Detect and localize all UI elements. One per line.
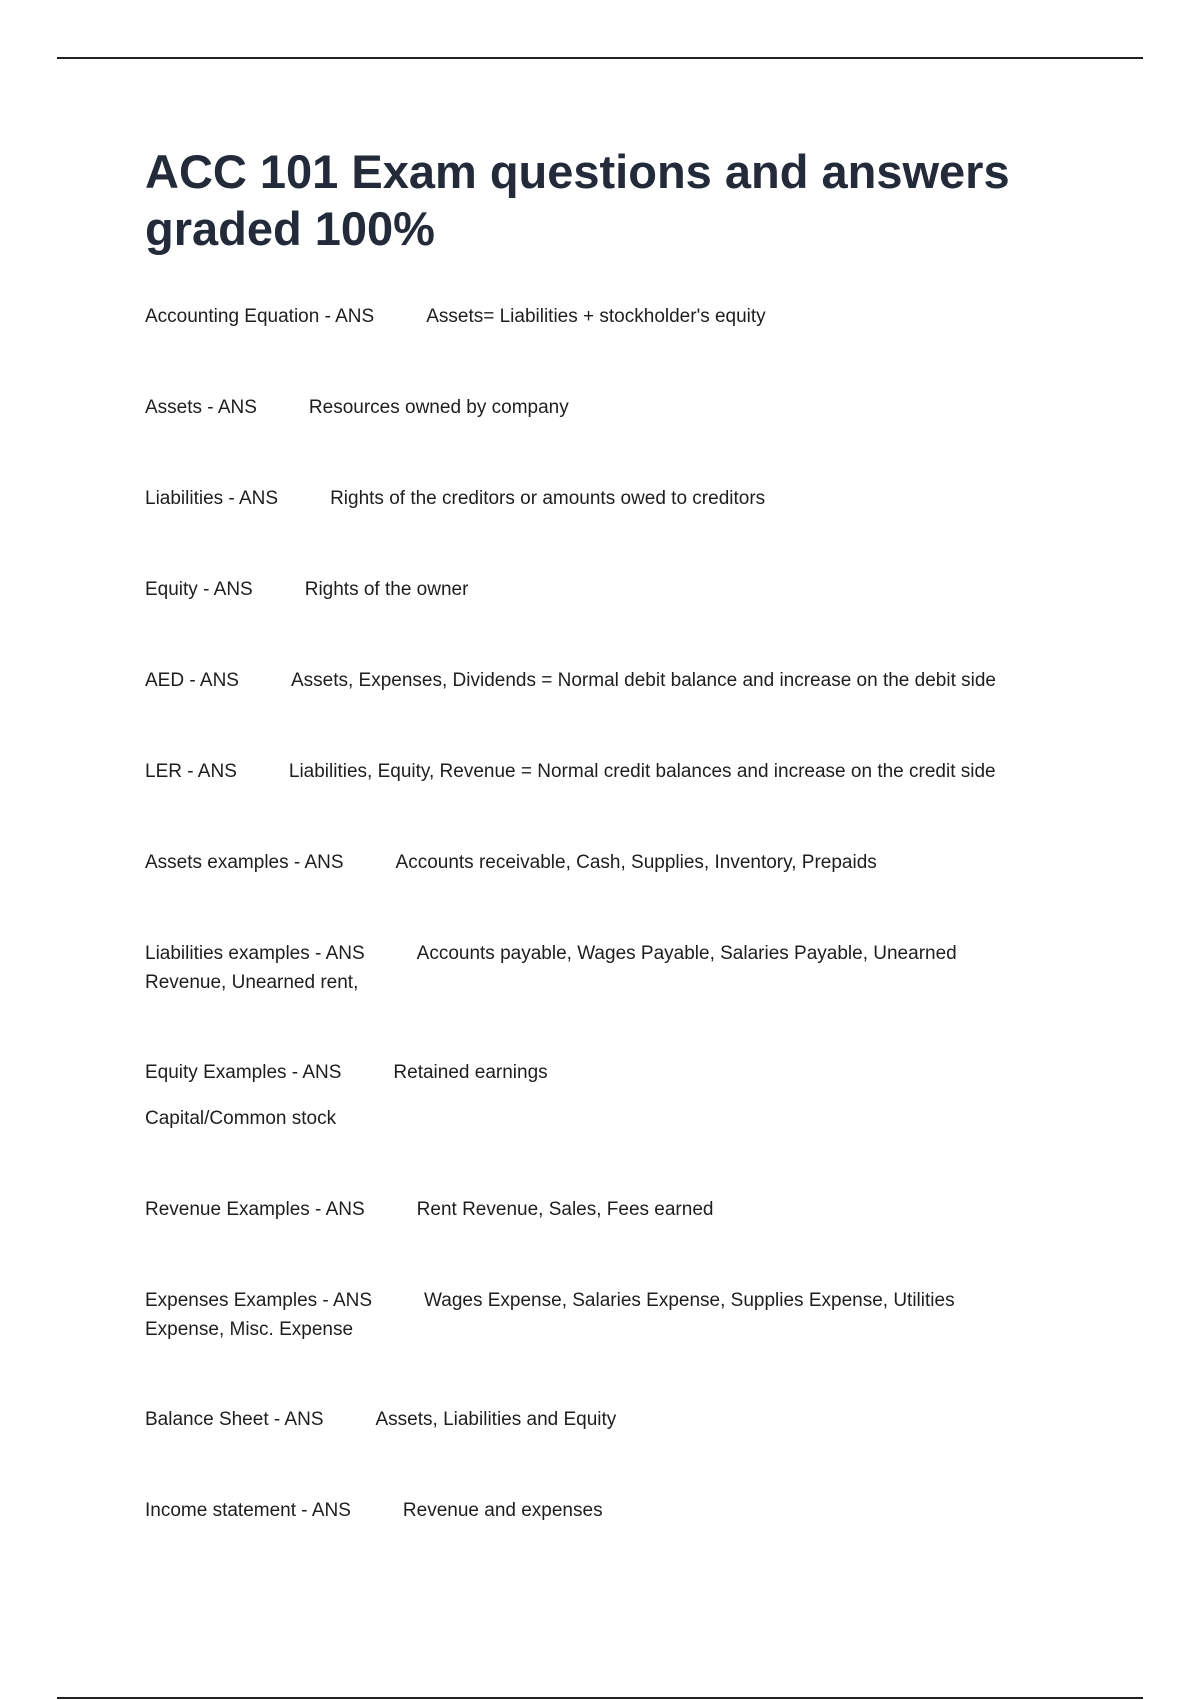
qa-answer: Wages Expense, Salaries Expense, Supplies Expense, Utilities Expense, Misc. Expense	[145, 1290, 955, 1340]
qa-term: LER - ANS	[145, 761, 237, 782]
qa-entry-liabilities	[145, 484, 1055, 513]
qa-entry-income-statement	[145, 1496, 1055, 1525]
qa-term: Income statement - ANS	[145, 1500, 351, 1521]
top-rule	[57, 57, 1143, 59]
qa-answer: Assets= Liabilities + stockholder's equity	[426, 306, 766, 327]
qa-answer: Rent Revenue, Sales, Fees earned	[416, 1199, 714, 1220]
qa-term: Expenses Examples - ANS	[145, 1290, 373, 1311]
qa-term: Revenue Examples - ANS	[145, 1199, 365, 1220]
qa-entry-expenses-examples	[145, 1286, 995, 1344]
qa-entry-accounting-equation	[145, 302, 1055, 331]
qa-entry-aed	[145, 666, 1055, 695]
qa-term: Assets examples - ANS	[145, 852, 344, 873]
qa-answer: Resources owned by company	[308, 397, 569, 418]
qa-answer: Accounts payable, Wages Payable, Salaries Payable, Unearned Revenue, Unearned rent,	[145, 943, 957, 993]
qa-answer: Retained earnings	[393, 1062, 548, 1083]
qa-answer: Rights of the owner	[304, 579, 469, 600]
qa-entry-revenue-examples	[145, 1195, 1055, 1224]
qa-entry-liabilities-examples	[145, 939, 1005, 997]
qa-answer: Liabilities, Equity, Revenue = Normal credit balances and increase on the credit side	[288, 761, 996, 782]
qa-term: Accounting Equation - ANS	[145, 306, 375, 327]
equity-continuation-line: Capital/Common stock	[145, 1108, 337, 1129]
qa-term: Equity Examples - ANS	[145, 1062, 342, 1083]
qa-answer: Assets, Expenses, Dividends = Normal debit balance and increase on the debit side	[290, 670, 996, 691]
qa-answer: Assets, Liabilities and Equity	[375, 1409, 617, 1430]
qa-term: Liabilities - ANS	[145, 488, 279, 509]
bottom-rule	[57, 1697, 1143, 1699]
qa-term: AED - ANS	[145, 670, 239, 691]
qa-entry-equity	[145, 575, 1055, 604]
qa-term: Equity - ANS	[145, 579, 253, 600]
page-title: ACC 101 Exam questions and answers graded 100%	[145, 145, 1010, 255]
qa-answer: Accounts receivable, Cash, Supplies, Inventory, Prepaids	[395, 852, 877, 873]
qa-term: Liabilities examples - ANS	[145, 943, 365, 964]
qa-entry-assets	[145, 393, 1055, 422]
qa-entry-equity-examples	[145, 1058, 1055, 1087]
qa-answer: Rights of the creditors or amounts owed to creditors	[330, 488, 766, 509]
qa-entry-assets-examples	[145, 848, 1055, 877]
qa-answer: Revenue and expenses	[402, 1500, 603, 1521]
qa-term: Balance Sheet - ANS	[145, 1409, 324, 1430]
qa-term: Assets - ANS	[145, 397, 257, 418]
qa-entry-ler	[145, 757, 1055, 786]
qa-entry-balance-sheet	[145, 1405, 1055, 1434]
